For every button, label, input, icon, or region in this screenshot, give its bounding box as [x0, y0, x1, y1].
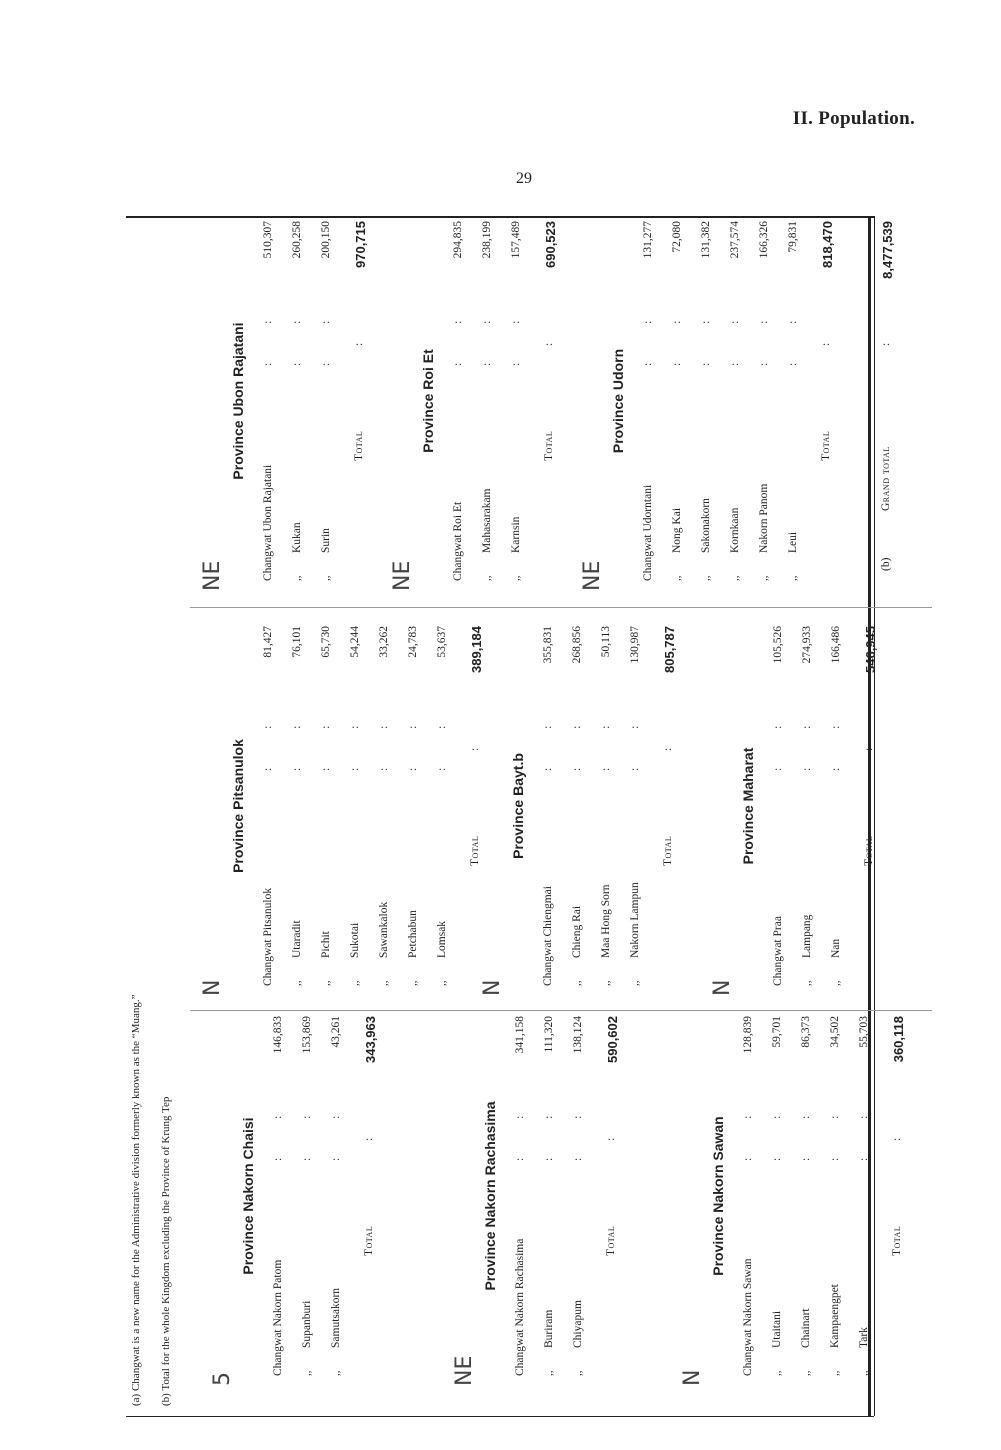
- district-name: Changwat Roi Et: [452, 501, 464, 581]
- ditto-mark: ,,: [700, 575, 712, 581]
- district-name: Maa Hong Sorn: [600, 884, 612, 958]
- leader-dots: : :: [642, 302, 654, 366]
- leader-dots: : :: [349, 707, 361, 771]
- page-number: 29: [516, 170, 532, 187]
- leader-dots: : :: [771, 1097, 783, 1161]
- population-value: 510,307: [262, 221, 274, 259]
- ditto-mark: ,,: [800, 1370, 812, 1376]
- total-label: Total: [863, 835, 875, 866]
- ditto-mark: ,,: [543, 1370, 555, 1376]
- district-name: Changwat Ubon Rajatani: [262, 464, 274, 581]
- population-value: 43,261: [330, 1016, 342, 1048]
- leader-dots: : :: [600, 707, 612, 771]
- ditto-mark: ,,: [801, 980, 813, 986]
- ditto-mark: ,,: [758, 575, 770, 581]
- province-title: Province Pitsanulok: [230, 739, 246, 873]
- district-name: Sakonakorn: [700, 498, 712, 553]
- leader-dots: : :: [262, 707, 274, 771]
- population-value: 157,489: [510, 221, 522, 259]
- total-value: 805,787: [662, 626, 677, 673]
- district-name: Chiyapum: [572, 1300, 584, 1348]
- population-value: 131,382: [700, 221, 712, 259]
- leader-dots: : :: [801, 707, 813, 771]
- leader-dots: : :: [571, 707, 583, 771]
- leader-dots: :: [820, 324, 832, 346]
- district-name: Changwat Chiengmai: [542, 886, 554, 986]
- leader-dots: : :: [320, 302, 332, 366]
- leader-dots: : :: [481, 302, 493, 366]
- population-value: 260,258: [291, 221, 303, 259]
- district-name: Changwat Praa: [772, 916, 784, 986]
- handwritten-region-mark: NE: [390, 560, 415, 591]
- footnote-marker: (a): [130, 1391, 142, 1406]
- leader-dots: :: [662, 729, 674, 751]
- leader-dots: : :: [514, 1097, 526, 1161]
- leader-dots: : :: [758, 302, 770, 366]
- leader-dots: : :: [742, 1097, 754, 1161]
- leader-dots: : :: [436, 707, 448, 771]
- grand-total-value: 8,477,539: [880, 221, 895, 279]
- district-name: Leui: [787, 531, 799, 553]
- district-name: Changwat Udorntani: [642, 484, 654, 581]
- total-value: 389,184: [469, 626, 484, 673]
- leader-dots: : :: [772, 707, 784, 771]
- population-value: 24,783: [407, 626, 419, 658]
- population-value: 76,101: [291, 626, 303, 658]
- leader-dots: : :: [729, 302, 741, 366]
- population-value: 111,320: [543, 1016, 555, 1053]
- leader-dots: : :: [787, 302, 799, 366]
- total-label: Total: [662, 835, 674, 866]
- section-title: II. Population.: [792, 108, 915, 129]
- footnote-text: Total for the whole Kingdom excluding the Province of Krung Tep: [160, 1096, 172, 1391]
- population-table: [130, 216, 932, 1416]
- population-value: 274,933: [801, 626, 813, 664]
- district-name: Pichit: [320, 931, 332, 958]
- population-value: 34,502: [829, 1016, 841, 1048]
- leader-dots: : :: [572, 1097, 584, 1161]
- district-name: Kornkaan: [729, 507, 741, 553]
- leader-dots: : :: [407, 707, 419, 771]
- leader-dots: :: [469, 729, 481, 751]
- population-value: 79,831: [787, 221, 799, 253]
- population-value: 200,150: [320, 221, 332, 259]
- ditto-mark: ,,: [407, 980, 419, 986]
- leader-dots: : :: [830, 707, 842, 771]
- district-name: Petchabun: [407, 910, 419, 958]
- ditto-mark: ,,: [320, 575, 332, 581]
- total-label: Total: [363, 1225, 375, 1256]
- leader-dots: :: [863, 729, 875, 751]
- footnote-text: Changwat is a new name for the Administrative division formerly known as the “Muang.”: [130, 994, 142, 1392]
- leader-dots: : :: [330, 1097, 342, 1161]
- grand-total-marker: (b): [880, 557, 892, 571]
- leader-dots: : :: [858, 1097, 870, 1161]
- total-value: 970,715: [353, 221, 368, 268]
- ditto-mark: ,,: [291, 575, 303, 581]
- leader-dots: : :: [262, 302, 274, 366]
- ditto-mark: ,,: [858, 1370, 870, 1376]
- leader-dots: : :: [800, 1097, 812, 1161]
- population-value: 54,244: [349, 626, 361, 658]
- ditto-mark: ,,: [829, 1370, 841, 1376]
- total-label: Total: [605, 1225, 617, 1256]
- population-value: 341,158: [514, 1016, 526, 1054]
- handwritten-region-mark: N: [680, 1369, 705, 1386]
- ditto-mark: ,,: [671, 575, 683, 581]
- leader-dots: : :: [320, 707, 332, 771]
- handwritten-region-mark: N: [200, 979, 225, 996]
- leader-dots: : :: [291, 302, 303, 366]
- table-bottom-rule: [126, 1416, 874, 1417]
- leader-dots: : :: [629, 707, 641, 771]
- population-value: 81,427: [262, 626, 274, 658]
- population-value: 55,703: [858, 1016, 870, 1048]
- ditto-mark: ,,: [629, 980, 641, 986]
- leader-dots: :: [605, 1119, 617, 1141]
- footnote-marker: (b): [160, 1390, 172, 1406]
- population-value: 146,833: [272, 1016, 284, 1054]
- ditto-mark: ,,: [510, 575, 522, 581]
- district-name: Surin: [320, 528, 332, 553]
- district-name: Utaradit: [291, 920, 303, 958]
- total-label: Total: [353, 430, 365, 461]
- district-name: Changwat Nakorn Sawan: [742, 1258, 754, 1376]
- district-name: Changwat Nakorn Rachasima: [514, 1238, 526, 1376]
- column-separator: [190, 1010, 932, 1011]
- leader-dots: :: [363, 1119, 375, 1141]
- total-label: Total: [891, 1225, 903, 1256]
- total-value: 343,963: [363, 1016, 378, 1063]
- column-separator: [190, 607, 932, 608]
- province-title: Province Ubon Rajatani: [230, 322, 246, 480]
- leader-dots: : :: [272, 1097, 284, 1161]
- province-title: Province Maharat: [740, 747, 756, 865]
- ditto-mark: ,,: [291, 980, 303, 986]
- footnote: [130, 995, 142, 1407]
- district-name: Kampaengpet: [829, 1284, 841, 1348]
- province-title: Province Roi Et: [420, 349, 436, 453]
- district-name: Nong Kai: [671, 507, 683, 553]
- district-name: Sawankalok: [378, 901, 390, 958]
- ditto-mark: ,,: [571, 980, 583, 986]
- province-title: Province Nakorn Sawan: [710, 1116, 726, 1276]
- leader-dots: : :: [542, 707, 554, 771]
- ditto-mark: ,,: [378, 980, 390, 986]
- total-value: 690,523: [543, 221, 558, 268]
- footnote: [160, 1097, 172, 1406]
- ditto-mark: ,,: [481, 575, 493, 581]
- district-name: Chainart: [800, 1308, 812, 1348]
- ditto-mark: ,,: [436, 980, 448, 986]
- district-name: Kukan: [291, 522, 303, 553]
- leader-dots: :: [891, 1119, 903, 1141]
- total-label: Total: [820, 430, 832, 461]
- ditto-mark: ,,: [330, 1370, 342, 1376]
- grand-total-label: Grand total: [880, 446, 892, 511]
- district-name: Lomsak: [436, 920, 448, 958]
- handwritten-region-mark: N: [480, 979, 505, 996]
- district-name: Lampang: [801, 914, 813, 958]
- population-value: 294,835: [452, 221, 464, 259]
- leader-dots: : :: [378, 707, 390, 771]
- ditto-mark: ,,: [771, 1370, 783, 1376]
- leader-dots: : :: [543, 1097, 555, 1161]
- population-value: 268,856: [571, 626, 583, 664]
- handwritten-region-mark: NE: [580, 560, 605, 591]
- total-value: 360,118: [891, 1016, 906, 1063]
- population-value: 130,987: [629, 626, 641, 664]
- ditto-mark: ,,: [729, 575, 741, 581]
- district-name: Utaitani: [771, 1310, 783, 1348]
- ditto-mark: ,,: [787, 575, 799, 581]
- handwritten-region-mark: NE: [452, 1355, 477, 1386]
- population-value: 86,373: [800, 1016, 812, 1048]
- total-label: Total: [469, 835, 481, 866]
- district-name: Sukotai: [349, 922, 361, 958]
- ditto-mark: ,,: [320, 980, 332, 986]
- population-value: 65,730: [320, 626, 332, 658]
- district-name: Changwat Nakorn Patom: [272, 1259, 284, 1376]
- population-value: 166,326: [758, 221, 770, 259]
- ditto-mark: ,,: [301, 1370, 313, 1376]
- total-value: 590,602: [605, 1016, 620, 1063]
- handwritten-region-mark: N: [710, 979, 735, 996]
- ditto-mark: ,,: [830, 980, 842, 986]
- province-title: Province Nakorn Chaisi: [240, 1117, 256, 1275]
- district-name: Mahasarakam: [481, 488, 493, 553]
- district-name: Buriram: [543, 1309, 555, 1348]
- leader-dots: : :: [671, 302, 683, 366]
- district-name: Supanburi: [301, 1300, 313, 1348]
- district-name: Nakorn Lampun: [629, 882, 641, 958]
- leader-dots: :: [543, 324, 555, 346]
- population-value: 131,277: [642, 221, 654, 259]
- district-name: Tark: [858, 1327, 870, 1348]
- population-value: 53,637: [436, 626, 448, 658]
- handwritten-region-mark: NE: [200, 560, 225, 591]
- handwritten-region-mark: 5: [210, 1372, 235, 1386]
- district-name: Changwat Pitsanulok: [262, 887, 274, 986]
- total-label: Total: [543, 430, 555, 461]
- ditto-mark: ,,: [572, 1370, 584, 1376]
- district-name: Nakorn Panom: [758, 483, 770, 553]
- population-value: 72,080: [671, 221, 683, 253]
- population-value: 59,701: [771, 1016, 783, 1048]
- district-name: Samutsakorn: [330, 1287, 342, 1348]
- leader-dots: : :: [452, 302, 464, 366]
- district-name: Karnsin: [510, 516, 522, 553]
- population-value: 166,486: [830, 626, 842, 664]
- total-value: 818,470: [820, 221, 835, 268]
- district-name: Nan: [830, 938, 842, 958]
- ditto-mark: ,,: [600, 980, 612, 986]
- population-value: 138,124: [572, 1016, 584, 1054]
- population-value: 105,526: [772, 626, 784, 664]
- population-value: 128,839: [742, 1016, 754, 1054]
- population-value: 33,262: [378, 626, 390, 658]
- ditto-mark: ,,: [349, 980, 361, 986]
- population-value: 355,831: [542, 626, 554, 664]
- population-value: 50,113: [600, 626, 612, 658]
- province-title: Province Udorn: [610, 348, 626, 454]
- district-name: Chieng Rai: [571, 905, 583, 958]
- leader-dots: : :: [510, 302, 522, 366]
- leader-dots: : :: [301, 1097, 313, 1161]
- leader-dots: :: [880, 324, 892, 346]
- province-title: Province Nakorn Rachasima: [482, 1101, 498, 1291]
- population-value: 238,199: [481, 221, 493, 259]
- leader-dots: : :: [829, 1097, 841, 1161]
- leader-dots: :: [353, 324, 365, 346]
- province-title: Province Bayt.b: [510, 753, 526, 859]
- leader-dots: : :: [291, 707, 303, 771]
- population-value: 237,574: [729, 221, 741, 259]
- total-value: 546,945: [863, 626, 878, 673]
- leader-dots: : :: [700, 302, 712, 366]
- population-value: 153,869: [301, 1016, 313, 1054]
